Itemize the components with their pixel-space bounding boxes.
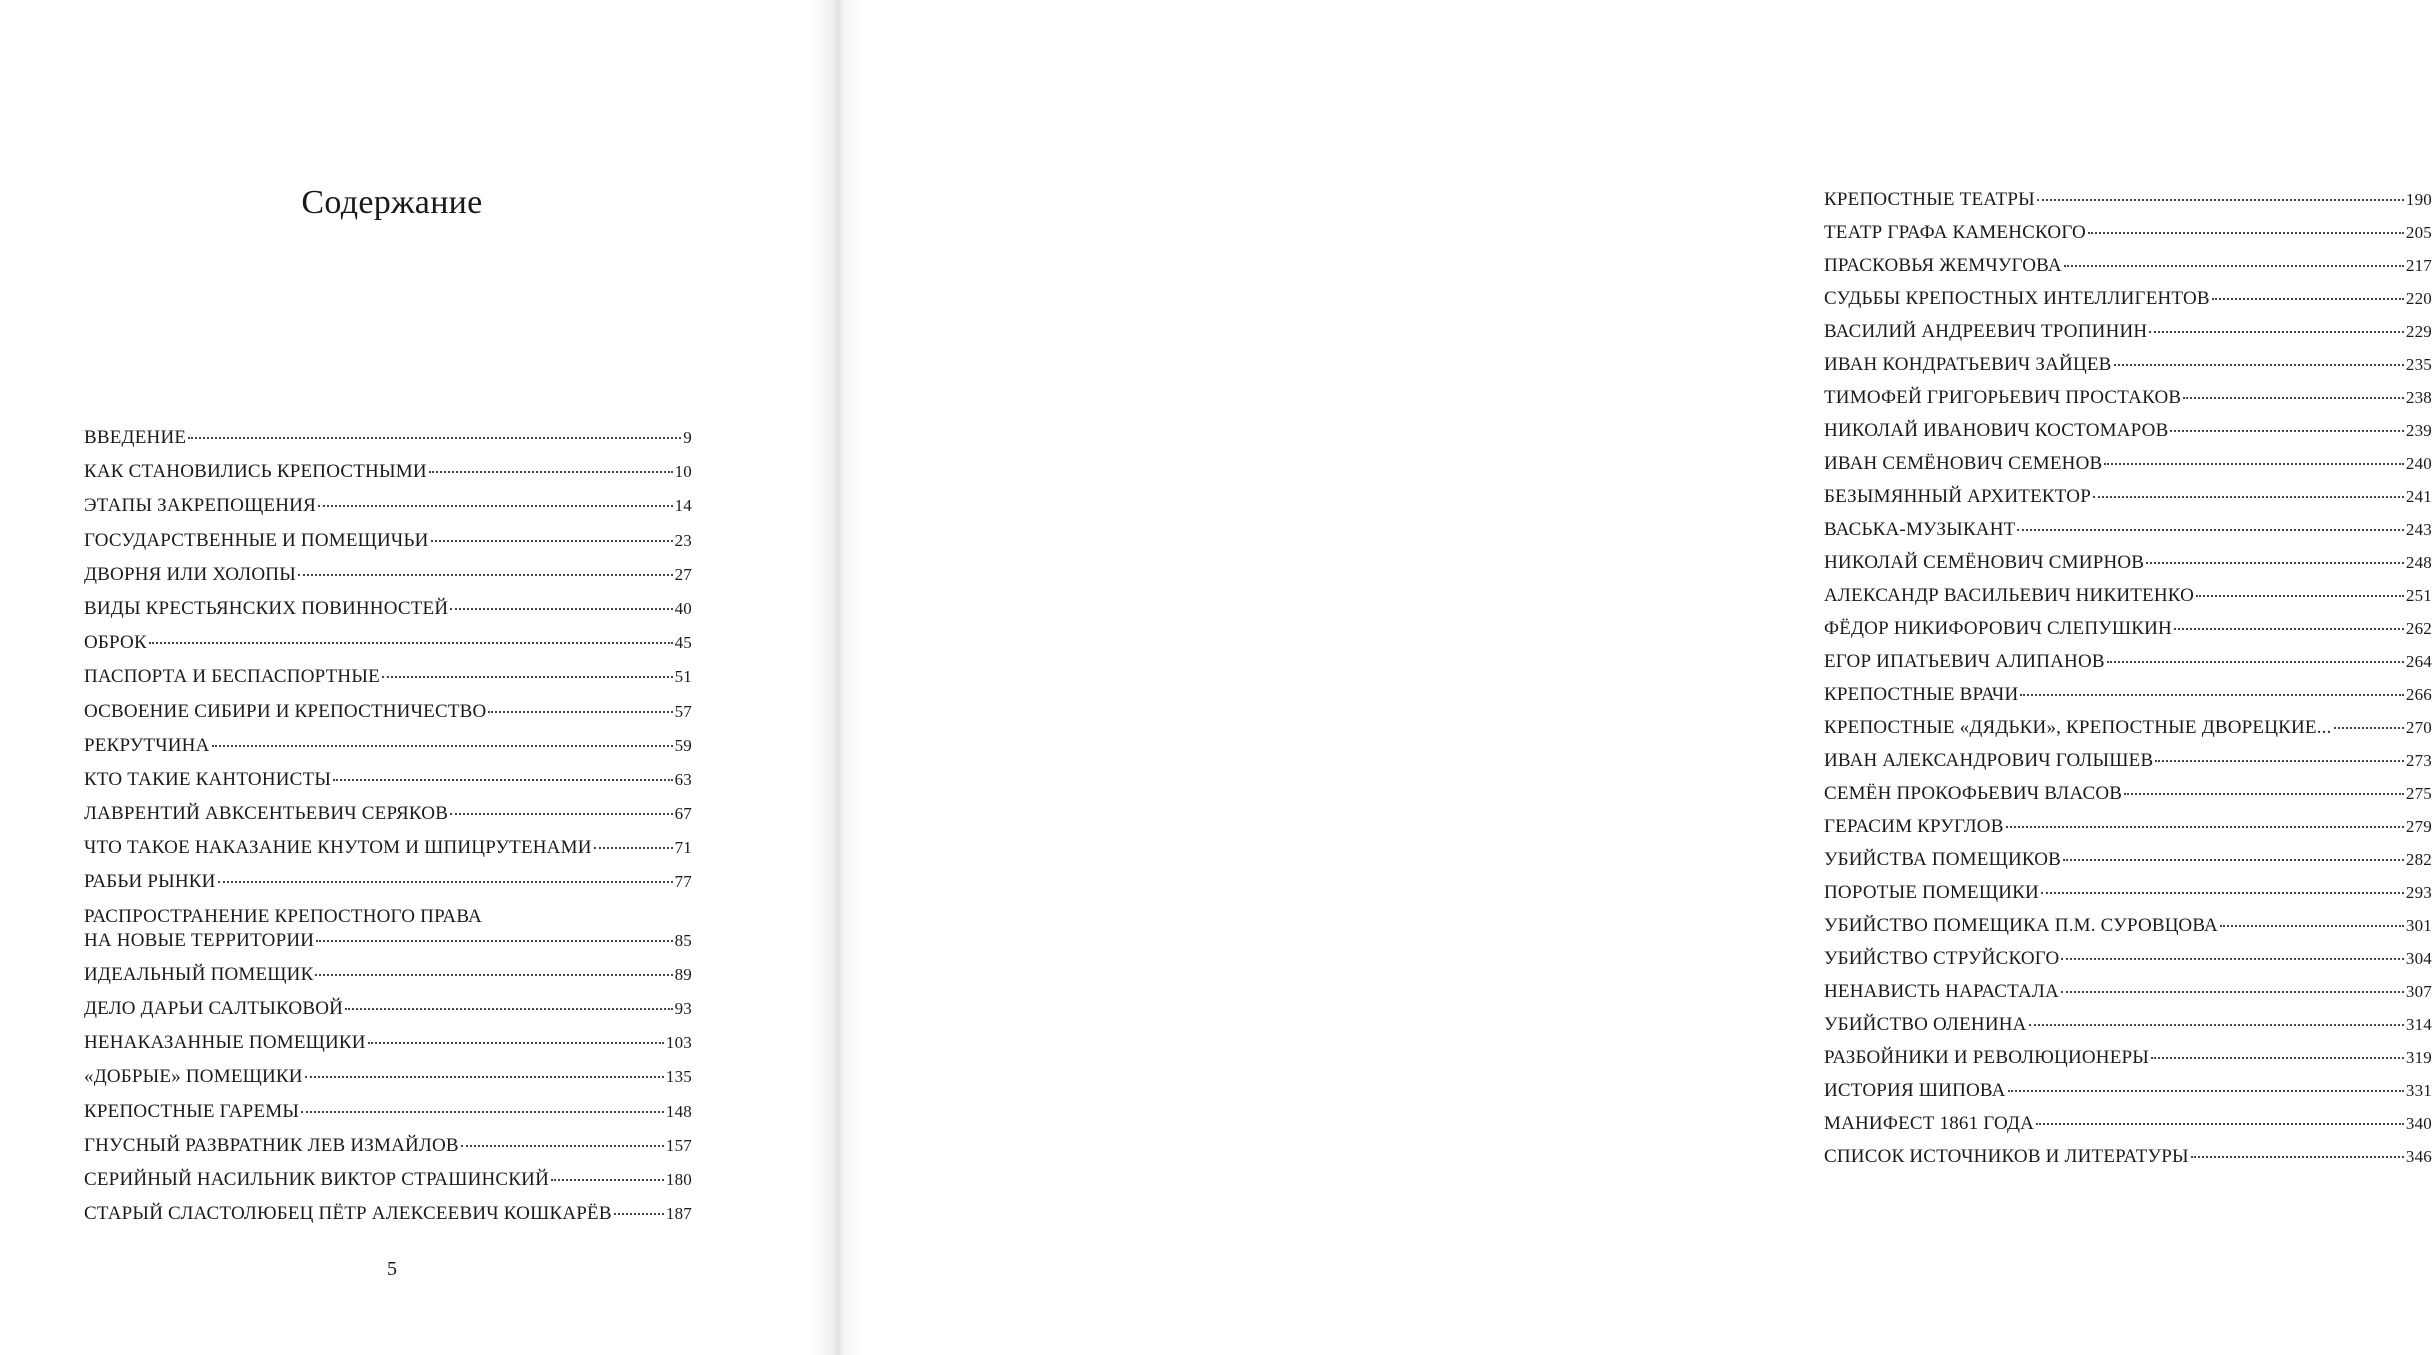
toc-entry[interactable] <box>84 631 692 655</box>
dot-leader <box>218 881 673 883</box>
toc-entry[interactable] <box>1824 584 2432 608</box>
toc-entry-title: ИСТОРИЯ ШИПОВА <box>1824 1080 2006 1101</box>
toc-entry[interactable] <box>84 563 692 587</box>
toc-entry-title: ВАСЬКА-МУЗЫКАНТ <box>1824 519 2016 540</box>
toc-entry-page: 273 <box>2405 751 2432 770</box>
dot-leader <box>315 974 672 976</box>
toc-entry-page: 307 <box>2405 982 2432 1001</box>
toc-entry[interactable] <box>1824 320 2432 344</box>
toc-entry-title: СПИСОК ИСТОЧНИКОВ И ЛИТЕРАТУРЫ <box>1824 1146 2189 1167</box>
toc-entry[interactable] <box>1824 287 2432 311</box>
toc-entry-title: ПАСПОРТА И БЕСПАСПОРТНЫЕ <box>84 666 380 688</box>
toc-entry-title: ВАСИЛИЙ АНДРЕЕВИЧ ТРОПИНИН <box>1824 321 2148 342</box>
dot-leader <box>2334 727 2404 729</box>
dot-leader <box>368 1042 664 1044</box>
toc-entry-title: СУДЬБЫ КРЕПОСТНЫХ ИНТЕЛЛИГЕНТОВ <box>1824 288 2210 309</box>
toc-entry[interactable] <box>84 494 692 518</box>
toc-entry[interactable] <box>84 734 692 758</box>
toc-entry[interactable] <box>1824 254 2432 278</box>
toc-entry-page: 264 <box>2405 652 2432 671</box>
toc-entry-page: 57 <box>674 701 692 721</box>
toc-entry-title: ОСВОЕНИЕ СИБИРИ И КРЕПОСТНИЧЕСТВО <box>84 700 487 722</box>
toc-entry-title: КРЕПОСТНЫЕ ГАРЕМЫ <box>84 1100 300 1122</box>
toc-entry-title: СТАРЫЙ СЛАСТОЛЮБЕЦ ПЁТР АЛЕКСЕЕВИЧ КОШКАРЁВ <box>84 1203 612 1225</box>
toc-entry-page: 220 <box>2405 289 2432 308</box>
toc-entry-title: ЧТО ТАКОЕ НАКАЗАНИЕ КНУТОМ И ШПИЦРУТЕНАМИ <box>84 837 592 859</box>
toc-entry[interactable] <box>1824 815 2432 839</box>
toc-entry-title: ИВАН СЕМЁНОВИЧ СЕМЕНОВ <box>1824 453 2103 474</box>
toc-entry[interactable] <box>1824 848 2432 872</box>
dot-leader <box>2151 1057 2404 1059</box>
dot-leader <box>2107 661 2404 663</box>
toc-entry-page: 293 <box>2405 883 2432 902</box>
toc-entry-title: КРЕПОСТНЫЕ ТЕАТРЫ <box>1824 189 2035 210</box>
dot-leader <box>2146 562 2404 564</box>
toc-entry-page: 85 <box>674 930 692 950</box>
toc-entry[interactable] <box>1824 419 2432 443</box>
toc-entry-page: 180 <box>665 1169 692 1189</box>
dot-leader <box>2036 1123 2404 1125</box>
toc-entry-title: КАК СТАНОВИЛИСЬ КРЕПОСТНЫМИ <box>84 461 427 483</box>
toc-entry[interactable] <box>1824 518 2432 542</box>
toc-entry-page: 103 <box>665 1033 692 1053</box>
toc-entry-page: 59 <box>674 735 692 755</box>
toc-entry[interactable] <box>84 1134 692 1158</box>
toc-entry[interactable] <box>84 665 692 689</box>
toc-entry-title: ИДЕАЛЬНЫЙ ПОМЕЩИК <box>84 963 314 985</box>
toc-entry[interactable] <box>84 836 692 860</box>
toc-entry[interactable] <box>1824 947 2432 971</box>
toc-entry-page: 319 <box>2405 1048 2432 1067</box>
toc-entry-title: ПОРОТЫЕ ПОМЕЩИКИ <box>1824 882 2039 903</box>
toc-entry-title: УБИЙСТВО ОЛЕНИНА <box>1824 1014 2027 1035</box>
toc-entry-title: КРЕПОСТНЫЕ ВРАЧИ <box>1824 684 2019 705</box>
toc-entry-page: 241 <box>2405 487 2432 506</box>
toc-entry-title: СЕМЁН ПРОКОФЬЕВИЧ ВЛАСОВ <box>1824 783 2123 804</box>
dot-leader <box>2191 1156 2404 1158</box>
toc-entry-page: 51 <box>674 667 692 687</box>
toc-entry[interactable] <box>84 1168 692 1192</box>
toc-entry-page: 9 <box>683 428 692 447</box>
page-title: Содержание <box>301 184 483 221</box>
dot-leader <box>2020 694 2404 696</box>
toc-list-right <box>1824 188 2432 1178</box>
toc-entry[interactable] <box>1824 485 2432 509</box>
dot-leader <box>2006 826 2404 828</box>
toc-entry-title: ГНУСНЫЙ РАЗВРАТНИК ЛЕВ ИЗМАЙЛОВ <box>84 1134 459 1156</box>
toc-entry-page: 266 <box>2405 685 2432 704</box>
toc-entry[interactable] <box>1824 221 2432 245</box>
dot-leader <box>2093 496 2404 498</box>
toc-entry-title: СЕРИЙНЫЙ НАСИЛЬНИК ВИКТОР СТРАШИНСКИЙ <box>84 1168 549 1190</box>
toc-entry-title: ТИМОФЕЙ ГРИГОРЬЕВИЧ ПРОСТАКОВ <box>1824 387 2182 408</box>
toc-entry[interactable] <box>84 460 692 484</box>
toc-entry-title: ВИДЫ КРЕСТЬЯНСКИХ ПОВИННОСТЕЙ <box>84 597 449 619</box>
toc-entry-page: 148 <box>665 1101 692 1121</box>
dot-leader <box>2170 430 2403 432</box>
dot-leader <box>431 540 673 542</box>
toc-entry-page: 14 <box>674 496 692 516</box>
toc-entry-title: АЛЕКСАНДР ВАСИЛЬЕВИЧ НИКИТЕНКО <box>1824 585 2195 606</box>
dot-leader <box>2220 925 2404 927</box>
toc-entry-page: 23 <box>674 530 692 550</box>
dot-leader <box>382 676 673 678</box>
dot-leader <box>305 1076 664 1078</box>
toc-entry-page: 135 <box>665 1067 692 1087</box>
toc-entry[interactable] <box>1824 716 2432 740</box>
toc-entry-title: ГОСУДАРСТВЕННЫЕ И ПОМЕЩИЧЬИ <box>84 529 429 551</box>
dot-leader <box>212 745 673 747</box>
toc-entry-page: 331 <box>2405 1081 2432 1100</box>
toc-entry[interactable] <box>1824 1145 2432 1169</box>
toc-entry-title: ПРАСКОВЬЯ ЖЕМЧУГОВА <box>1824 255 2062 276</box>
toc-entry-title: КРЕПОСТНЫЕ «ДЯДЬКИ», КРЕПОСТНЫЕ ДВОРЕЦКИЕ... <box>1824 717 2332 738</box>
dot-leader <box>2061 958 2403 960</box>
toc-entry-page: 301 <box>2405 916 2432 935</box>
toc-entry-title: ТЕАТР ГРАФА КАМЕНСКОГО <box>1824 222 2086 243</box>
dot-leader <box>333 779 672 781</box>
dot-leader <box>450 608 672 610</box>
toc-entry[interactable] <box>84 426 692 450</box>
toc-entry-title: РАЗБОЙНИКИ И РЕВОЛЮЦИОНЕРЫ <box>1824 1047 2150 1068</box>
toc-entry-title: РАСПРОСТРАНЕНИЕ КРЕПОСТНОГО ПРАВА <box>84 905 482 927</box>
toc-entry[interactable] <box>1824 353 2432 377</box>
toc-entry-page: 239 <box>2405 421 2432 440</box>
toc-entry-title: РАБЬИ РЫНКИ <box>84 871 216 893</box>
toc-entry-title: НЕНАКАЗАННЫЕ ПОМЕЩИКИ <box>84 1032 366 1054</box>
toc-entry-page: 93 <box>674 999 692 1018</box>
toc-entry-page: 27 <box>674 564 692 584</box>
dot-leader <box>188 437 681 439</box>
toc-entry[interactable] <box>84 997 692 1021</box>
toc-entry[interactable] <box>84 870 692 894</box>
toc-entry-title: РЕКРУТЧИНА <box>84 734 210 756</box>
toc-entry[interactable] <box>1824 386 2432 410</box>
toc-entry-page: 157 <box>665 1135 692 1155</box>
toc-entry-page: 304 <box>2405 949 2432 968</box>
toc-entry[interactable] <box>1824 617 2432 641</box>
toc-list-left <box>84 426 692 1236</box>
toc-entry-page: 238 <box>2405 388 2432 407</box>
toc-entry-title: ИВАН КОНДРАТЬЕВИЧ ЗАЙЦЕВ <box>1824 354 2112 375</box>
toc-entry-title: КТО ТАКИЕ КАНТОНИСТЫ <box>84 768 332 790</box>
toc-entry-title: ДЕЛО ДАРЬИ САЛТЫКОВОЙ <box>84 998 344 1019</box>
toc-entry[interactable] <box>1824 914 2432 938</box>
toc-entry-page: 187 <box>665 1204 692 1224</box>
toc-entry[interactable] <box>84 597 692 621</box>
dot-leader <box>2017 529 2403 531</box>
toc-entry-title: НЕНАВИСТЬ НАРАСТАЛА <box>1824 981 2059 1002</box>
right-page <box>838 0 2432 1355</box>
dot-leader <box>345 1008 673 1010</box>
toc-entry[interactable] <box>1824 1013 2432 1037</box>
toc-entry[interactable] <box>84 905 692 953</box>
toc-entry-title: УБИЙСТВО СТРУЙСКОГО <box>1824 948 2060 969</box>
toc-entry-page: 235 <box>2405 355 2432 374</box>
toc-entry[interactable] <box>84 768 692 792</box>
dot-leader <box>2114 364 2404 366</box>
toc-entry-title: «ДОБРЫЕ» ПОМЕЩИКИ <box>84 1066 303 1088</box>
toc-entry-title: МАНИФЕСТ 1861 ГОДА <box>1824 1113 2035 1134</box>
dot-leader <box>2196 595 2404 597</box>
toc-entry-title: ИВАН АЛЕКСАНДРОВИЧ ГОЛЫШЕВ <box>1824 750 2154 771</box>
toc-entry-page: 40 <box>674 598 692 618</box>
toc-entry-title: ГЕРАСИМ КРУГЛОВ <box>1824 816 2004 837</box>
dot-leader <box>2183 397 2404 399</box>
dot-leader <box>2174 628 2404 630</box>
toc-entry-title: УБИЙСТВО ПОМЕЩИКА П.М. СУРОВЦОВА <box>1824 915 2218 936</box>
toc-entry-page: 45 <box>674 633 692 653</box>
toc-entry[interactable] <box>1824 683 2432 707</box>
toc-entry-page: 279 <box>2405 817 2432 836</box>
toc-entry-page: 262 <box>2405 619 2432 638</box>
dot-leader <box>429 471 673 473</box>
dot-leader <box>301 1111 664 1113</box>
toc-entry-title: ОБРОК <box>84 632 147 654</box>
dot-leader <box>149 642 673 644</box>
dot-leader <box>450 813 672 815</box>
dot-leader <box>2064 265 2404 267</box>
toc-entry-title: БЕЗЫМЯННЫЙ АРХИТЕКТОР <box>1824 486 2091 507</box>
dot-leader <box>2124 793 2404 795</box>
dot-leader <box>2061 991 2404 993</box>
dot-leader <box>461 1145 664 1147</box>
toc-entry-page: 229 <box>2405 322 2432 341</box>
toc-entry-page: 314 <box>2405 1015 2432 1034</box>
toc-entry[interactable] <box>84 1065 692 1089</box>
toc-entry-title: ФЁДОР НИКИФОРОВИЧ СЛЕПУШКИН <box>1824 618 2172 639</box>
toc-entry-page: 243 <box>2405 520 2432 539</box>
toc-entry-page: 77 <box>674 872 692 892</box>
toc-entry-title: ДВОРНЯ ИЛИ ХОЛОПЫ <box>84 563 296 585</box>
toc-entry-title: ЕГОР ИПАТЬЕВИЧ АЛИПАНОВ <box>1824 651 2105 672</box>
toc-entry-page: 205 <box>2405 223 2432 242</box>
toc-entry-page: 340 <box>2405 1114 2432 1133</box>
toc-entry-page: 10 <box>674 462 692 482</box>
dot-leader <box>2041 892 2404 894</box>
toc-entry[interactable] <box>84 529 692 553</box>
dot-leader <box>2088 232 2404 234</box>
toc-entry-page: 89 <box>674 964 692 984</box>
left-page <box>0 0 838 1355</box>
toc-entry[interactable] <box>1824 782 2432 806</box>
toc-entry-page: 251 <box>2405 586 2432 605</box>
dot-leader <box>298 574 673 576</box>
toc-entry[interactable] <box>1824 1079 2432 1103</box>
page-number: 5 <box>387 1258 397 1280</box>
toc-entry-page: 248 <box>2405 553 2432 572</box>
dot-leader <box>2212 298 2404 300</box>
toc-entry[interactable] <box>1824 188 2432 212</box>
toc-entry-page: 240 <box>2405 454 2432 473</box>
toc-entry[interactable] <box>84 963 692 987</box>
toc-entry[interactable] <box>84 1202 692 1226</box>
toc-entry[interactable] <box>84 1100 692 1124</box>
dot-leader <box>2149 331 2404 333</box>
toc-entry-page: 71 <box>674 838 692 858</box>
toc-entry[interactable] <box>84 700 692 724</box>
toc-entry-title: НА НОВЫЕ ТЕРРИТОРИИ <box>84 929 315 951</box>
dot-leader <box>2155 760 2404 762</box>
dot-leader <box>2008 1090 2404 1092</box>
toc-entry-title: ЭТАПЫ ЗАКРЕПОЩЕНИЯ <box>84 495 316 517</box>
dot-leader <box>551 1179 664 1181</box>
toc-entry[interactable] <box>84 802 692 826</box>
toc-entry-title: НИКОЛАЙ СЕМЁНОВИЧ СМИРНОВ <box>1824 552 2145 573</box>
toc-entry[interactable] <box>84 1031 692 1055</box>
dot-leader <box>2029 1024 2404 1026</box>
toc-entry[interactable] <box>1824 980 2432 1004</box>
toc-entry-title: НИКОЛАЙ ИВАНОВИЧ КОСТОМАРОВ <box>1824 420 2169 441</box>
toc-entry-page: 346 <box>2405 1147 2432 1166</box>
toc-entry[interactable] <box>1824 650 2432 674</box>
dot-leader <box>614 1213 664 1215</box>
toc-entry-page: 282 <box>2405 850 2432 869</box>
dot-leader <box>316 940 672 942</box>
dot-leader <box>488 711 672 713</box>
toc-entry[interactable] <box>1824 1112 2432 1136</box>
toc-entry-page: 275 <box>2405 784 2432 803</box>
dot-leader <box>318 505 673 507</box>
toc-entry-title: ВВЕДЕНИЕ <box>84 427 187 448</box>
dot-leader <box>2063 859 2404 861</box>
toc-entry-title: УБИЙСТВА ПОМЕЩИКОВ <box>1824 849 2062 870</box>
toc-entry[interactable] <box>1824 749 2432 773</box>
dot-leader <box>2104 463 2403 465</box>
dot-leader <box>594 847 673 849</box>
toc-entry[interactable] <box>1824 452 2432 476</box>
toc-entry-page: 190 <box>2405 190 2432 209</box>
toc-entry[interactable] <box>1824 551 2432 575</box>
book-gutter-shadow <box>812 0 864 1355</box>
toc-entry-title: ЛАВРЕНТИЙ АВКСЕНТЬЕВИЧ СЕРЯКОВ <box>84 803 449 825</box>
toc-entry-page: 63 <box>674 769 692 789</box>
toc-entry[interactable] <box>1824 1046 2432 1070</box>
dot-leader <box>2037 199 2404 201</box>
toc-entry-page: 270 <box>2405 718 2432 737</box>
toc-entry[interactable] <box>1824 881 2432 905</box>
toc-entry-page: 217 <box>2405 256 2432 275</box>
toc-entry-page: 67 <box>674 804 692 824</box>
